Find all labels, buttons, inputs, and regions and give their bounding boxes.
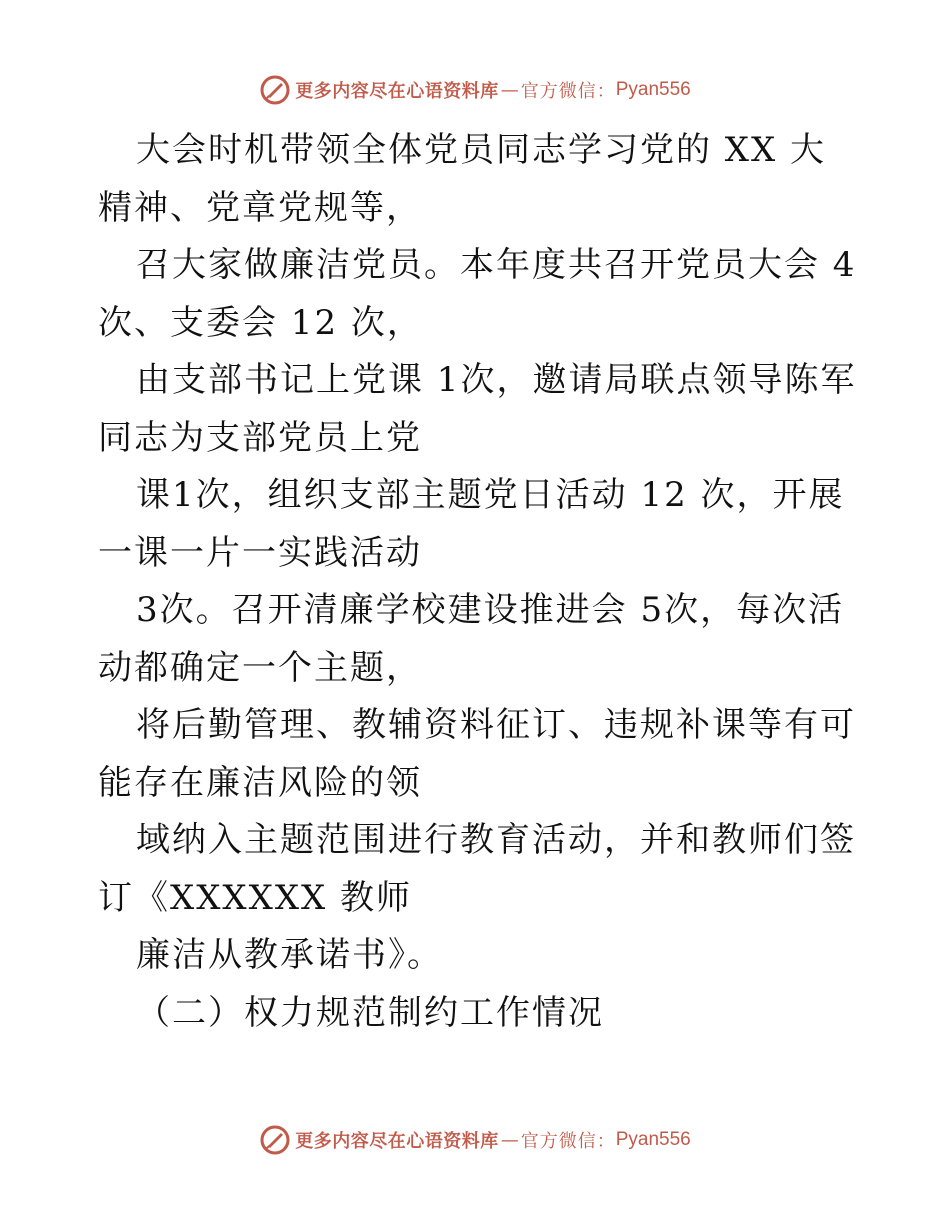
quill-seal-icon (259, 1124, 291, 1156)
document-body (98, 122, 858, 1042)
banner-wechat-label: 官方微信： (520, 81, 616, 102)
paragraph: 召大家做廉洁党员。本年度共召开党员大会 4 次、支委会 12 次， (98, 245, 857, 343)
paragraph: 3次。召开清廉学校建设推进会 5次，每次活动都确定一个主题， (98, 590, 845, 688)
paragraph: 课1次，组织支部主题党日活动 12 次，开展一课一片一实践活动 (98, 475, 845, 573)
banner-title: 更多内容尽在心语资料库 (295, 1131, 499, 1152)
paragraph: 由支部书记上党课 1次，邀请局联点领导陈军同志为支部党员上党 (98, 360, 857, 458)
paragraph: 大会时机带领全体党员同志学习党的 XX 大精神、党章党规等， (98, 130, 827, 228)
banner-wechat-id: Pyan556 (615, 1129, 691, 1150)
paragraph: 域纳入主题范围进行教育活动，并和教师们签订《XXXXXX 教师 (98, 820, 856, 918)
banner-title: 更多内容尽在心语资料库 (295, 81, 499, 102)
header-banner (0, 70, 950, 110)
banner-dash: — (500, 1129, 519, 1151)
paragraph: 廉洁从教承诺书》。 (136, 935, 443, 975)
section-heading: （二）权力规范制约工作情况 (136, 992, 604, 1033)
banner-wechat-id: Pyan556 (615, 79, 691, 100)
quill-seal-icon (259, 74, 291, 106)
paragraph: 将后勤管理、教辅资料征订、违规补课等有可能存在廉洁风险的领 (98, 705, 856, 803)
banner-dash: — (500, 79, 519, 101)
footer-banner (0, 1120, 950, 1160)
banner-wechat-label: 官方微信： (520, 1131, 616, 1152)
